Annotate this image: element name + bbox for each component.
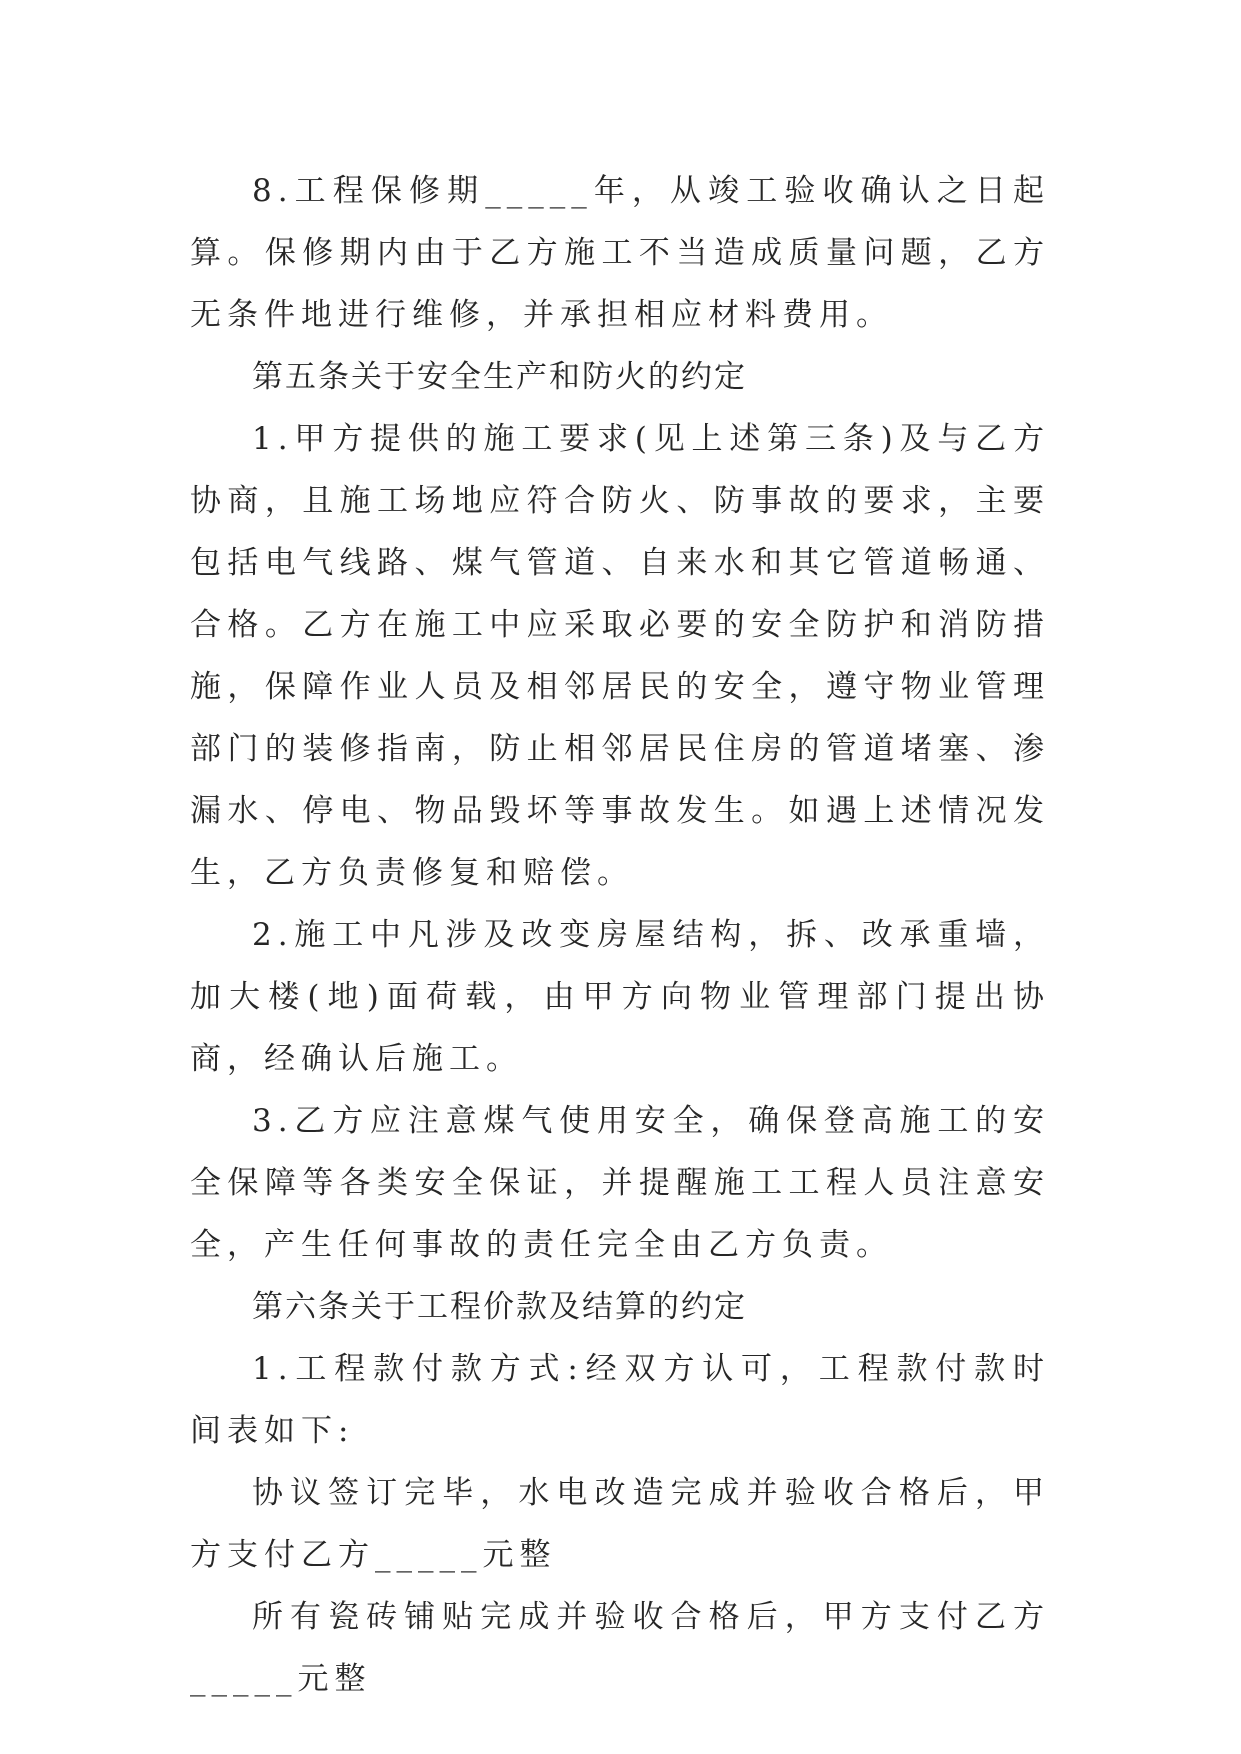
document-body: [190, 160, 1050, 1710]
article-6-heading: 第六条关于工程价款及结算的约定: [252, 1289, 747, 1325]
clause-payment-method: 1.工程款付款方式:经双方认可，工程款付款时间表如下:: [190, 1351, 1050, 1449]
payment-item-tiling: 所有瓷砖铺贴完成并验收合格后，甲方支付乙方_____元整: [190, 1599, 1050, 1697]
clause-fire-safety-requirements: 1.甲方提供的施工要求(见上述第三条)及与乙方协商，且施工场地应符合防火、防事故的要求，主要包括电气线路、煤气管道、自来水和其它管道畅通、合格。乙方在施工中应采取必要的安全防护和消防措施，保障作业人员及相邻居民的安全，遵守物业管理部门的装修指南，防止相邻居民住房的管道堵塞、渗漏水、停电、物品毁坏等事故发生。如遇上述情况发生，乙方负责修复和赔偿。: [190, 421, 1050, 891]
clause-gas-safety: 3.乙方应注意煤气使用安全，确保登高施工的安全保障等各类安全保证，并提醒施工工程人员注意安全，产生任何事故的责任完全由乙方负责。: [190, 1103, 1050, 1263]
clause-structural-changes: 2.施工中凡涉及改变房屋结构，拆、改承重墙，加大楼(地)面荷载，由甲方向物业管理部门提出协商，经确认后施工。: [190, 917, 1050, 1077]
payment-item-plumbing: 协议签订完毕，水电改造完成并验收合格后，甲方支付乙方_____元整: [190, 1475, 1050, 1573]
article-5-heading: 第五条关于安全生产和防火的约定: [252, 359, 747, 395]
clause-warranty-period: 8.工程保修期_____年，从竣工验收确认之日起算。保修期内由于乙方施工不当造成质量问题，乙方无条件地进行维修，并承担相应材料费用。: [190, 173, 1050, 333]
